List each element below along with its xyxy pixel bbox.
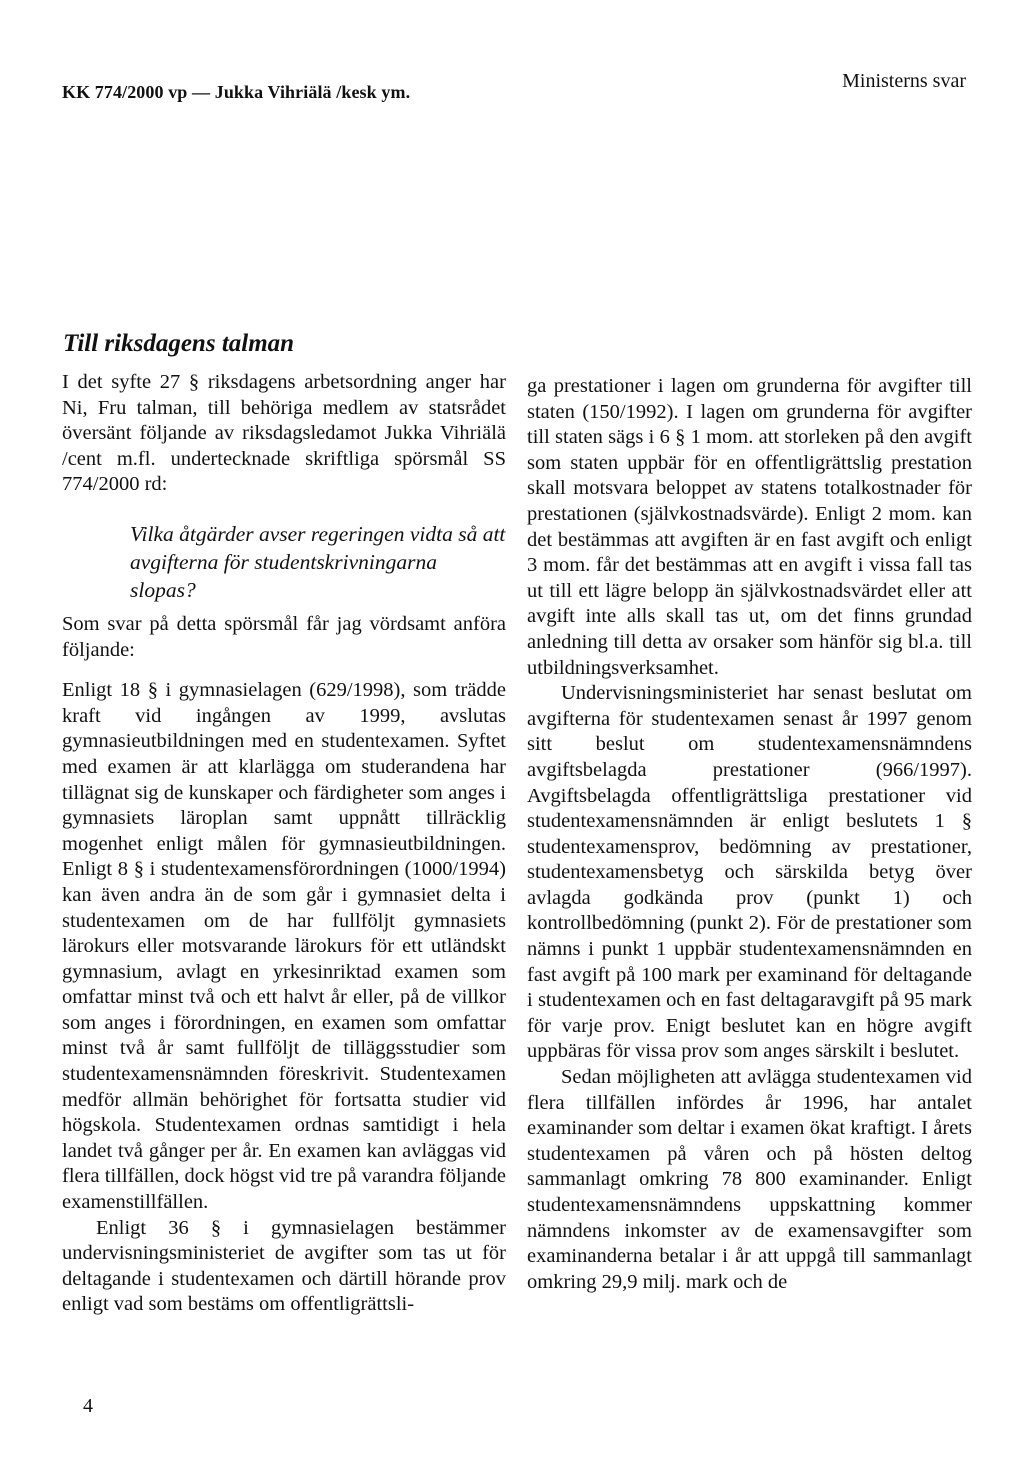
- intro-paragraph: I det syfte 27 § riksdagens arbetsordning anger har Ni, Fru talman, till behöriga medlem av statsrådet översänt följande av riksdagsledamot Jukka Vihriälä /cent m.fl. undertecknade skriftliga spörsmål SS 774/2000 rd:: [62, 371, 506, 496]
- answer-intro-paragraph: Som svar på detta spörsmål får jag vördsamt anföra följande:: [62, 612, 506, 661]
- document-reference: KK 774/2000 vp — Jukka Vihriälä /kesk ym.: [62, 82, 411, 102]
- body-paragraph: ga prestationer i lagen om grunderna för avgifter till staten (150/1992). I lagen om grunderna för avgifter till staten sägs i 6 § 1 mom. att storleken på den avgift som staten uppbär för en offentligrättslig prestation skall motsvara beloppet av statens totalkostnader för prestationen (självkostnadsvärde). Enligt 2 mom. kan det bestämmas att avgiften är en fast avgift och enligt 3 mom. får det bestämmas att en avgift i vissa fall tas ut till ett lägre belopp än självkostnadsvärdet eller att avgift inte alls skall tas ut, om det finns grundad anledning till detta av orsaker som hänför sig bl.a. till utbildningsverksamhet.: [527, 375, 972, 679]
- addressee-heading: Till riksdagens talman: [63, 330, 295, 357]
- body-paragraph: Enligt 36 § i gymnasielagen bestämmer undervisningsministeriet de avgifter som tas ut för deltagande i studentexamen och därtill hörande prov enligt vad som bestäms om offentligrättsli-: [62, 1216, 506, 1316]
- section-title: Ministerns svar: [842, 70, 966, 92]
- body-paragraph: Undervisningsministeriet har senast beslutat om avgifterna för studentexamen senast år 1997 genom sitt beslut om studentexamensnämndens avgiftsbelagda prestationer (966/1997). Avgiftsbelagda offentligrättsliga prestationer vid studentexamensnämnden är enligt beslutets 1 § studentexamensprov, bedömning av prestationer, studentexamensbetyg och särskilda betyg över avlagda godkända prov (punkt 1) och kontrollbedömning (punkt 2). För de prestationer som nämns i punkt 1 uppbär studentexamensnämnden en fast avgift på 100 mark per examinand för deltagande i studentexamen och en fast deltagaravgift på 95 mark för varje prov. Enigt beslutet kan en högre avgift uppbäras för vissa prov som anges särskilt i beslutet.: [527, 682, 972, 1063]
- body-paragraph: Enligt 18 § i gymnasielagen (629/1998), som trädde kraft vid ingången av 1999, avslutas gymnasieutbildningen med en studentexamen. Syftet med examen är att klarlägga om studerandena har tillägnat sig de kunskaper och färdigheter som anges i gymnasiets läroplan samt uppnått tillräcklig mogenhet enligt målen för gymnasieutbildningen. Enligt 8 § i studentexamensförordningen (1000/1994) kan även andra än de som går i gymnasiet delta i studentexamen om de har fullföljt gymnasiets lärokurs eller motsvarande lärokurs för ett utländskt gymnasium, avlagt en yrkesinriktad examen som omfattar minst två och ett halvt år eller, på de villkor som anges i förordningen, en examen som omfattar minst två år samt fullföljt de tilläggsstudier som studentexamensnämnden föreskrivit. Studentexamen medför allmän behörighet för fortsatta studier vid högskola. Studentexamen ordnas samtidigt i hela landet två gånger per år. En examen kan avläggas vid flera tillfällen, dock högst vid tre på varandra följande examenstillfällen.: [62, 679, 506, 1214]
- right-column: [527, 374, 972, 1295]
- left-column: [62, 370, 506, 1318]
- question-text: Vilka åtgärder avser regeringen vidta så att avgifterna för studentskrivningarna slopas?: [130, 521, 506, 602]
- body-paragraph: Sedan möjligheten att avlägga studentexamen vid flera tillfällen infördes år 1996, har antalet examinander som deltar i examen ökat kraftigt. I årets studentexamen på våren och på hösten deltog sammanlagt omkring 78 800 examinander. Enligt studentexamensnämndens uppskattning kommer nämndens inkomster av de examensavgifter som examinanderna betalar i år att uppgå till sammanlagt omkring 29,9 milj. mark och de: [527, 1066, 972, 1293]
- page-number: 4: [83, 1395, 93, 1417]
